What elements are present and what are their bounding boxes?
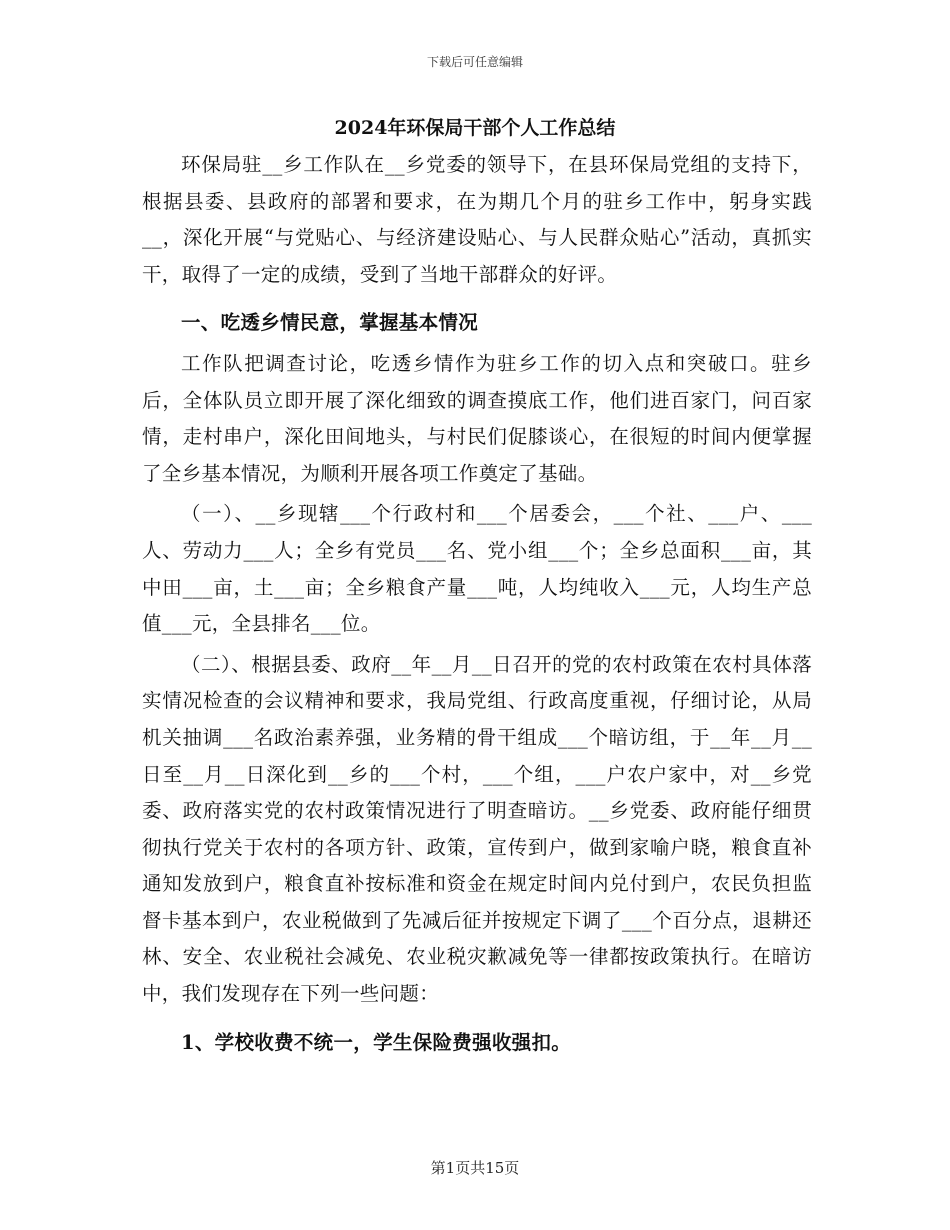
header-note: 下载后可任意编辑 bbox=[426, 55, 523, 69]
document-body bbox=[142, 147, 812, 1065]
paragraph-basic-stats: （一）、__乡现辖___个行政村和___个居委会，___个社、___户、___人、劳动力___人；全乡有党员___名、党小组___个；全乡总面积___亩，其中田___亩，土___亩；全乡粮食产量___吨，人均纯收入___元，人均生产总值___元，全县排名___位。 bbox=[142, 502, 812, 636]
paragraph-intro: 环保局驻__乡工作队在__乡党委的领导下，在县环保局党组的支持下，根据县委、县政府的部署和要求，在为期几个月的驻乡工作中，躬身实践__，深化开展“与党贴心、与经济建设贴心、与人民群众贴心”活动，真抓实干，取得了一定的成绩，受到了当地干部群众的好评。 bbox=[142, 153, 812, 286]
section-heading-1: 一、吃透乡情民意，掌握基本情况 bbox=[181, 311, 479, 335]
paragraph-inspection: （二）、根据县委、政府__年__月__日召开的党的农村政策在农村具体落实情况检查的会议精神和要求，我局党组、行政高度重视，仔细讨论，从局机关抽调___名政治素养强，业务精的骨干组成___个暗访组，于__年__月__日至__月__日深化到__乡的___个村，___个组，___户农户家中，对__乡党委、政府落实党的农村政策情况进行了明查暗访。__乡党委、政府能仔细贯彻执行党关于农村的各项方针、政策，宣传到户，做到家喻户晓，粮食直补通知发放到户，粮食直补按标准和资金在规定时间内兑付到户，农民负担监督卡基本到户，农业税做到了先减后征并按规定下调了___个百分点，退耕还林、安全、农业税社会减免、农业税灾歉减免等一律都按政策执行。在暗访中，我们发现存在下列一些问题： bbox=[142, 652, 812, 1006]
page-number: 第1页共15页 bbox=[430, 1159, 520, 1177]
document-title: 2024年环保局干部个人工作总结 bbox=[334, 117, 616, 139]
paragraph-survey: 工作队把调查讨论，吃透乡情作为驻乡工作的切入点和突破口。驻乡后，全体队员立即开展了深化细致的调查摸底工作，他们进百家门，问百家情，走村串户，深化田间地头，与村民们促膝谈心，在很短的时间内便掌握了全乡基本情况，为顺利开展各项工作奠定了基础。 bbox=[142, 351, 812, 485]
section-heading-problem-1: 1、学校收费不统一，学生保险费强收强扣。 bbox=[181, 1030, 572, 1054]
